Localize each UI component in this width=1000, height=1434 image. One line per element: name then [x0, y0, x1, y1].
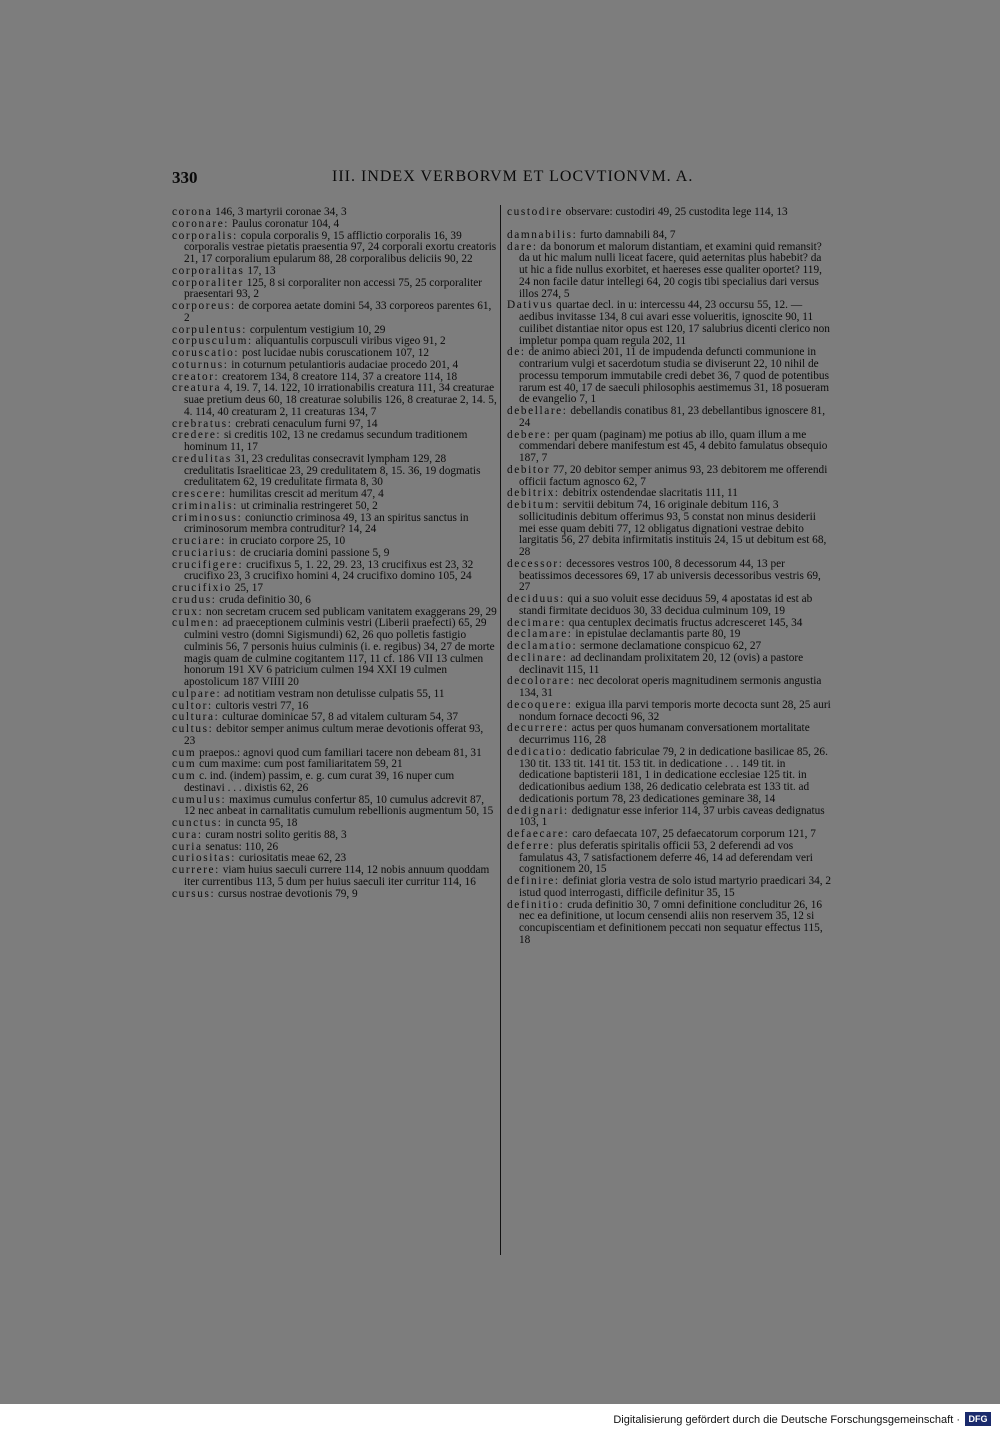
index-lemma: corporalitas: [172, 264, 245, 277]
index-entry: [507, 841, 832, 876]
index-lemma: cultura:: [172, 711, 220, 724]
index-references: non secretam crucem sed publicam vanitatem exaggerans 29, 29: [206, 605, 497, 618]
index-lemma: creatura: [172, 382, 222, 395]
index-references: definiat gloria vestra de solo istud martyrio praedicari 34, 2 istud quod interrogasti, difficile definitur 35, 15: [519, 875, 832, 899]
column-divider: [500, 205, 501, 1255]
index-lemma: dedignari:: [507, 804, 569, 817]
index-lemma: decessor:: [507, 557, 564, 570]
index-lemma: criminalis:: [172, 499, 238, 512]
index-references: c. ind. (indem) passim, e. g. cum curat 39, 16 nuper cum destinavi . . . dixistis 62, 26: [184, 770, 455, 794]
index-lemma: coturnus:: [172, 358, 229, 371]
index-references: si creditis 102, 13 ne credamus secundum traditionem hominum 11, 17: [184, 429, 468, 453]
index-references: 31, 23 credulitas consecravit lympham 129, 28 credulitatis Israeliticae 23, 29 credulitatem 8, 15. 36, 19 dogmatis credulitatem 62, 19 credulitate firmata 8, 30: [184, 452, 481, 489]
index-lemma: deciduus:: [507, 593, 565, 605]
index-lemma: cum: [172, 758, 197, 771]
index-lemma: creator:: [172, 370, 220, 383]
index-entry: [172, 795, 497, 819]
index-references: da bonorum et malorum distantiam, et examini quid remansit? da ut hic malum nulli liceat facere, quid aeternitas plus habebit? da ut hic a fide nullus exorbitet, et haereses esse qualiter oportet? 119, 24 non facile datur intellegi 64, 20 cogis tibi specialius dari versus illos 274, 5: [519, 240, 822, 300]
index-lemma: declamare:: [507, 628, 573, 641]
index-references: curiositatis meae 62, 23: [238, 852, 347, 865]
index-lemma: decimare:: [507, 616, 566, 629]
index-lemma: coruscatio:: [172, 347, 240, 359]
index-references: caro defaecata 107, 25 defaecatorum corporum 121, 7: [572, 828, 816, 840]
index-references: observare: custodiri 49, 25 custodita lege 114, 13: [565, 206, 788, 218]
index-lemma: crux:: [172, 605, 204, 618]
index-references: 25, 17: [234, 582, 263, 594]
index-lemma: Dativus: [507, 299, 554, 312]
index-references: servitii debitum 74, 16 originale debitum 116, 3 sollicitudinis debitum offerimus 93, 5 constat non minus desiderii mei esse quam debiti 77, 12 obligatus dignationi vestrae debito largitatis 56, 27 debita infirmitatis instituis 24, 15 ut debitum est 68, 28: [519, 499, 827, 558]
index-lemma: cum: [172, 770, 197, 782]
index-lemma: cultor:: [172, 699, 213, 712]
index-references: ad declinandam prolixitatem 20, 12 (ovis) a pastore declinavit 115, 11: [519, 651, 804, 676]
page-header: [172, 168, 832, 188]
index-references: ad praeceptionem culminis vestri (Liberii praefecti) 65, 29 culmini vestro (domni Sigismundi) 62, 26 quo polletis fastigio culminis 56, 7 personis huius culminis (i. e. regibus) 34, 27 de morte magis quam de culmine cogitantem 117, 11 cf. 186 VII 13 culmen honorum 191 XV 6 patricium culmen 194 XXI 19 culmen apostolicum 187 VIIII 20: [184, 617, 495, 688]
index-lemma: culmen:: [172, 617, 220, 630]
index-references: de corporea aetate domini 54, 33 corporeos parentes 61, 2: [184, 300, 492, 324]
index-lemma: definire:: [507, 875, 560, 887]
index-lemma: declinare:: [507, 651, 568, 664]
index-references: corpulentum vestigium 10, 29: [249, 323, 386, 336]
index-entry: [172, 889, 497, 901]
index-lemma: cruciare:: [172, 535, 226, 547]
index-references: culturae dominicae 57, 8 ad vitalem culturam 54, 37: [222, 711, 459, 724]
index-lemma: crucifixio: [172, 582, 232, 594]
index-lemma: decurrere:: [507, 722, 569, 735]
index-references: ad notitiam vestram non detulisse culpatis 55, 11: [224, 687, 445, 700]
index-references: 77, 20 debitor semper animus 93, 23 debitorem me offerendi officii factum agnosco 62, 7: [519, 463, 828, 488]
index-references: debellandis conatibus 81, 23 debellantibus ignoscere 81, 24: [519, 405, 826, 429]
index-references: in coturnum petulantioris audaciae procedo 201, 4: [231, 358, 459, 371]
index-lemma: credere:: [172, 429, 222, 442]
index-entry: [507, 806, 832, 830]
index-references: de cruciaria domini passione 5, 9: [240, 546, 390, 559]
index-lemma: corpusculum:: [172, 335, 253, 348]
index-references: per quam (paginam) me potius ab illo, quam illum a me commendari debere manifestum est 45, 4 debito famulatus obsequio 187, 7: [519, 428, 828, 464]
index-entry: [507, 300, 832, 347]
index-references: cum maxime: cum post familiaritatem 59, 21: [199, 758, 403, 771]
index-lemma: corporeus:: [172, 300, 236, 312]
index-references: coniunctio criminosa 49, 13 an spiritus sanctus in criminosorum membra contruditur? 14, 24: [184, 511, 469, 536]
index-references: humilitas crescit ad meritum 47, 4: [229, 488, 384, 500]
index-lemma: debitum:: [507, 499, 560, 511]
index-references: cursus nostrae devotionis 79, 9: [218, 887, 358, 900]
index-lemma: cursus:: [172, 887, 216, 900]
index-lemma: cumulus:: [172, 793, 227, 806]
index-references: in cruciato corpore 25, 10: [228, 535, 346, 547]
index-lemma: crudus:: [172, 593, 217, 606]
index-references: plus deferatis spiritalis officii 53, 2 deferendi ad vos famulatus 43, 7 satisfactionem deferre 46, 14 ad deferendam veri cognitionem 20, 15: [519, 839, 813, 876]
page-number: 330: [172, 168, 198, 187]
index-lemma: corporalis:: [172, 229, 238, 242]
index-references: 125, 8 si corporaliter non accessi 75, 25 corporaliter praesentari 93, 2: [184, 276, 482, 301]
index-entry: [172, 771, 497, 795]
index-lemma: corpulentus:: [172, 323, 248, 336]
index-references: in epistulae declamantis parte 80, 19: [575, 628, 741, 641]
index-references: senatus: 110, 26: [205, 840, 279, 853]
index-entry: [507, 594, 832, 618]
index-references: aliquantulis corpusculi viribus vigeo 91, 2: [255, 335, 446, 348]
index-lemma: cura:: [172, 828, 203, 841]
index-lemma: defaecare:: [507, 828, 570, 840]
index-lemma: decolorare:: [507, 675, 576, 688]
index-references: dedignatur esse inferior 114, 37 urbis caveas dedignatus 103, 1: [519, 804, 825, 829]
index-lemma: de:: [507, 346, 526, 359]
left-column: [172, 207, 497, 900]
index-entry: [172, 383, 497, 418]
running-head: III. INDEX VERBORVM ET LOCVTIONVM. A.: [332, 168, 694, 185]
index-entry: [507, 242, 832, 301]
index-entry: [172, 618, 497, 689]
index-lemma: crebratus:: [172, 417, 233, 430]
index-entry: [172, 560, 497, 584]
index-references: de animo abieci 201, 11 de impudenda defuncti communione in contrarium vulgi et sacerdotum studia se diviserunt 22, 10 nihil de processu temporum immutabile credi debet 36, 7 quod de potentibus rarum est 40, 17 de saeculi philosophis aestimemus 31, 18 posueram de evangelio 7, 1: [519, 346, 829, 406]
index-references: viam huius saeculi currere 114, 12 nobis annuum quoddam iter currentibus 113, 5 dum per huius saeculi iter curritur 114, 16: [184, 864, 490, 888]
index-references: nec decolorat operis magnitudinem sermonis angustia 134, 31: [519, 675, 822, 699]
index-lemma: damnabilis:: [507, 228, 578, 241]
index-references: cultoris vestri 77, 16: [215, 699, 309, 712]
index-lemma: debitrix:: [507, 487, 560, 500]
index-references: debitrix ostendendae slacritatis 111, 11: [562, 487, 738, 500]
right-column: [507, 207, 832, 947]
index-lemma: declamatio:: [507, 640, 578, 652]
index-references: cruda definitio 30, 7 omni definitione concluditur 26, 16 nec ea definitione, ut locum censendi aliis non reservem 35, 12 si concupiscentiam et definitionem peccati non sequatur effectus 115, 18: [519, 898, 823, 946]
index-references: maximus cumulus confertur 85, 10 cumulus adcrevit 87, 12 nec anbeat in carnalitatis cumulum rebellionis augmentum 50, 15: [184, 793, 494, 818]
index-lemma: definitio:: [507, 898, 565, 911]
index-references: 4, 19. 7, 14. 122, 10 irrationabilis creatura 111, 34 creaturae suae pretium deus 60, 18 creaturae solubilis 126, 8 creaturae 2, 14. 5, 4. 114, 40 creaturam 2, 11 creaturas 134, 7: [184, 382, 497, 418]
index-references: crucifixus 5, 1. 22, 29. 23, 13 crucifixus est 23, 32 crucifixo 23, 3 crucifixo homini 4, 24 crucifixo domino 105, 24: [184, 558, 474, 583]
index-references: debitor semper animus cultum merae devotionis offerat 93, 23: [184, 723, 484, 747]
index-entry: [172, 454, 497, 489]
index-entry: [507, 900, 832, 947]
index-references: 17, 13: [247, 264, 276, 277]
index-references: furto damnabili 84, 7: [580, 228, 676, 241]
index-entry: [507, 747, 832, 806]
funding-note: Digitalisierung gefördert durch die Deutsche Forschungsgemeinschaft ·: [613, 1414, 960, 1426]
index-lemma: dedicatio:: [507, 745, 568, 758]
index-lemma: crescere:: [172, 488, 227, 500]
index-entry: [172, 865, 497, 889]
index-lemma: cunctus:: [172, 817, 223, 829]
index-entry: [507, 465, 832, 489]
index-lemma: debellare:: [507, 405, 568, 417]
index-references: decessores vestros 100, 8 decessorum 44, 13 per beatissimos decessores 69, 17 ab universis decessoribus vestris 69, 27: [519, 557, 821, 594]
index-entry: [172, 513, 497, 537]
index-references: ut criminalia restringeret 50, 2: [240, 499, 378, 512]
index-lemma: currere:: [172, 864, 220, 876]
index-entry: [507, 653, 832, 677]
index-lemma: corporaliter: [172, 276, 244, 289]
index-references: qui a suo voluit esse deciduus 59, 4 apostatas id est ab standi firmitate deciduos 30, 33 decidua culminum 109, 19: [519, 593, 813, 617]
index-references: dedicatio fabriculae 79, 2 in dedicatione basilicae 85, 26. 130 tit. 133 tit. 141 tit. 153 tit. in dedicatione . . . 149 tit. in dedicatione baptisterii 181, 1 in dedicatione ecclesiae 125 tit. in dedicationibus aedium 138, 26 dedicatio celebrata est 133 tit. ad dedicationis portum 78, 23 dedicationes geminare 38, 14: [519, 745, 828, 805]
index-entry: [507, 723, 832, 747]
index-lemma: decoquere:: [507, 698, 573, 711]
index-lemma: coronare:: [172, 217, 230, 230]
index-entry: [507, 430, 832, 465]
index-references: in cuncta 95, 18: [225, 817, 298, 829]
index-lemma: debitor: [507, 463, 551, 476]
index-references: praepos.: agnovi quod cum familiari tacere non debeam 81, 31: [199, 746, 482, 759]
index-references: curam nostri solito geritis 88, 3: [205, 828, 347, 841]
index-lemma: criminosus:: [172, 511, 243, 524]
index-lemma: crucifigere:: [172, 558, 244, 571]
index-entry: [507, 500, 832, 559]
index-lemma: dare:: [507, 240, 538, 253]
index-entry: [172, 301, 497, 325]
index-lemma: debere:: [507, 428, 552, 441]
index-lemma: cum: [172, 746, 197, 759]
index-lemma: curia: [172, 840, 203, 853]
index-references: exigua illa parvi temporis morte decocta sunt 28, 25 auri nondum fornace decocti 96, 32: [519, 698, 831, 723]
index-references: creatorem 134, 8 creatore 114, 37 a creatore 114, 18: [222, 370, 458, 383]
index-lemma: corona: [172, 206, 213, 218]
index-references: post lucidae nubis coruscationem 107, 12: [242, 347, 429, 359]
index-entry: [507, 347, 832, 406]
index-lemma: custodire: [507, 206, 563, 218]
index-references: crebrati cenaculum furni 97, 14: [235, 417, 378, 430]
index-entry: [507, 876, 832, 900]
index-references: actus per quos humanam conversationem mortalitate decurrimus 116, 28: [519, 722, 810, 746]
index-entry: [507, 559, 832, 594]
index-lemma: credulitas: [172, 452, 232, 465]
index-references: copula corporalis 9, 15 afflictio corporalis 16, 39 corporalis vestrae pietatis praesentia 97, 24 corporali exortu creatoris 21, 17 corporalium epularum 88, 28 corporalibus deliciis 90, 22: [184, 229, 497, 265]
index-entry: [172, 278, 497, 302]
index-entry: [172, 724, 497, 748]
index-entry: [507, 700, 832, 724]
dfg-logo: DFG: [965, 1412, 991, 1426]
index-entry: [507, 207, 832, 219]
digitization-footer: [0, 1404, 1000, 1434]
index-references: Paulus coronatur 104, 4: [231, 217, 340, 230]
index-references: cruda definitio 30, 6: [219, 593, 311, 606]
index-references: 146, 3 martyrii coronae 34, 3: [215, 206, 347, 218]
index-references: quartae decl. in u: intercessu 44, 23 occursu 55, 12. — aedibus invitasse 134, 8 cui avari esse volueritis, ignoscite 90, 11 cuilibet distantiae nitor opus est 120, 17 salubrius dicenti clerico non impletur pompa quam regula 202, 11: [519, 299, 830, 347]
index-entry: [507, 676, 832, 700]
index-lemma: cruciarius:: [172, 546, 238, 559]
index-references: sermone declamatione conspicuo 62, 27: [580, 640, 762, 652]
index-lemma: curiositas:: [172, 852, 237, 865]
index-entry: [172, 231, 497, 266]
index-entry: [172, 430, 497, 454]
index-lemma: culpare:: [172, 687, 222, 700]
index-references: qua centuplex decimatis fructus adcresceret 145, 34: [568, 616, 803, 629]
index-lemma: deferre:: [507, 839, 555, 852]
index-lemma: cultus:: [172, 723, 214, 735]
index-entry: [507, 406, 832, 430]
